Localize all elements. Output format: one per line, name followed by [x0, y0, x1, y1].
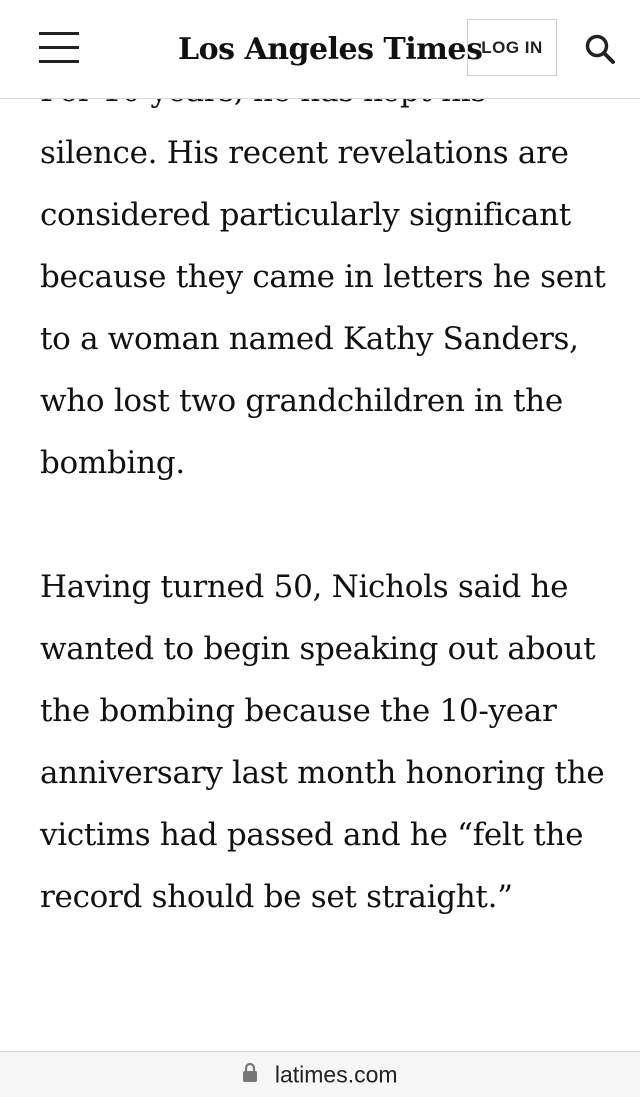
lock-icon	[242, 1061, 258, 1088]
menu-bar	[39, 60, 79, 63]
menu-bar	[39, 46, 79, 49]
article-paragraph: Having turned 50, Nichols said he wanted to begin speaking out about the bombing because the 10-year anniversary last month honoring the victims had passed and he “felt the record should be set straight.”	[40, 569, 605, 915]
login-button[interactable]: LOG IN	[467, 19, 557, 76]
article-paragraph	[40, 60, 610, 494]
browser-url-bar[interactable]	[0, 1051, 640, 1097]
search-icon[interactable]	[584, 33, 616, 65]
hamburger-menu-icon[interactable]	[39, 30, 79, 64]
site-logo[interactable]: Los Angeles Times	[178, 32, 483, 67]
site-header	[0, 0, 640, 99]
url-domain[interactable]: latimes.com	[274, 1061, 398, 1088]
paragraph-text: silence. His recent revelations are considered particularly significant because they came in letters he sent to a woman named Kathy Sanders, who lost two grandchildren in the bombing.	[40, 135, 606, 481]
menu-bar	[39, 32, 79, 35]
article-body	[40, 60, 610, 990]
